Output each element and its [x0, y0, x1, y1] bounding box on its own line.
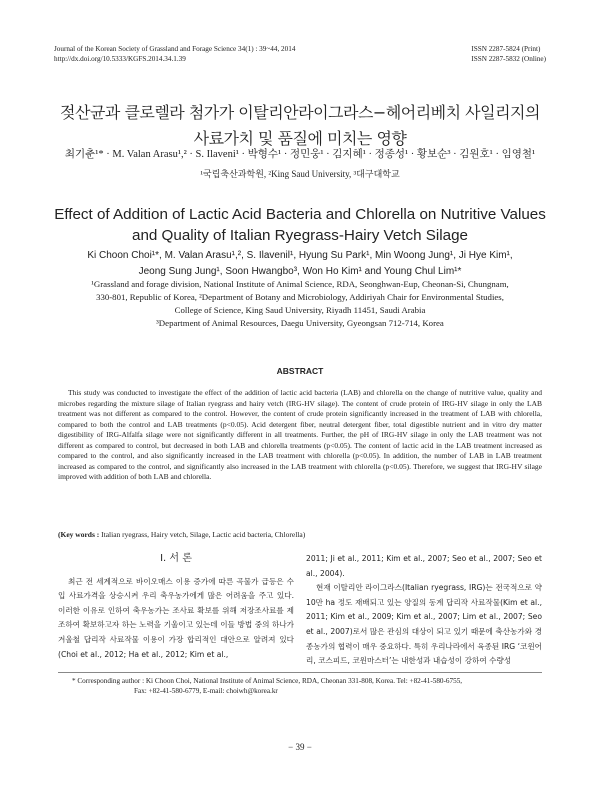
intro-paragraph-2: 현재 이탈리안 라이그라스(Italian ryegrass, IRG)는 전국적으로 약 10만 ha 정도 재배되고 있는 양질의 동계 답리작 사료작물(Kim et al., 2011; Kim et al., 2009; Kim et al., 2007; Lim et al., 2007; Seo et al., 2007)로서 많은 관심의 대상이 되고 있기 때문에 축산농가와 경종농가의 협력이 매우 중요하다. 특히 우리나라에서 육종된 IRG ‘코윈어리, 코스피드, 코윈마스터’는 내한성과 내습성이 강하여 수량성 [306, 583, 542, 666]
english-title-line1: Effect of Addition of Lactic Acid Bacteria and Chlorella on Nutritive Values [54, 206, 546, 223]
footnote-line1: * Corresponding author : Ki Choon Choi, National Institute of Animal Science, RDA, Cheonan 331-808, Korea. Tel: +82-41-580-6755, [72, 677, 463, 685]
journal-name: Journal of the Korean Society of Grassland and Forage Science 34(1) : 39~44, 2014 [54, 45, 296, 53]
footnote-line2: Fax: +82-41-580-6779, E-mail: choiwh@korea.kr [134, 687, 278, 695]
affiliation-line4: ³Department of Animal Resources, Daegu University, Gyeongsan 712-714, Korea [156, 318, 444, 328]
section-heading-introduction: Ⅰ. 서 론 [160, 553, 192, 564]
keywords [58, 530, 542, 539]
issn-print: ISSN 2287-5824 (Print) [471, 45, 541, 53]
affiliation-line2: 330-801, Republic of Korea, ²Department of Botany and Microbiology, Addiriyah Chair for Environmental Studies, [96, 292, 504, 302]
korean-authors: 최기춘¹* · M. Valan Arasu¹,² · S. Ilaveni¹ · 박형수¹ · 정민웅¹ · 김지혜¹ · 정종성¹ · 황보순³ · 김원호¹ · 임영철¹ [64, 149, 536, 160]
right-column [306, 552, 542, 669]
korean-title-line1: 젖산균과 클로렐라 첨가가 이탈리안라이그라스−헤어리베치 사일리지의 [60, 103, 540, 122]
affiliation-line1: ¹Grassland and forage division, National Institute of Animal Science, RDA, Seonghwan-Eup, Cheonan-Si, Chungnam, [91, 279, 509, 289]
abstract-text: This study was conducted to investigate the effect of the addition of lactic acid bacteria (LAB) and chlorella on the change of nutritive value, quality and microbes regarding the mixture silage of Italian ryegrass and hairy vetch (IRG-HV silage). The content of crude protein of IRG-HV silage in only the LAB treatment was not different as compared to the control. However, the content of crude protein significantly increased in the treatment of LAB with chlorella, compared to both the control and LAB treatments (p<0.05). Acid detergent fiber, neutral detergent fiber, total digestible nutrient and in vitro dry matter digestibility of IRG-Alfalfa silage were not significantly different in all treatments. Further, the pH of IRG-HV silage in only the LAB treatment was not different as compared to control, but decreased in both LAB and chlorella treatments (p<0.05). The content of lactic acid in the LAB treatment increased as compared to the control, and also significantly increased in the LAB treatment with chlorella (p<0.05). In addition, the number of LAB in LAB treatment increased as compared to the control, and significantly also increased in the LAB treatment with chlorella (p<0.05). Therefore, we suggest that IRG-HV silage improved with addition of both LAB and chlorella. [58, 388, 542, 481]
english-authors [40, 248, 560, 280]
english-title-line2: and Quality of Italian Ryegrass-Hairy Vetch Silage [132, 227, 468, 244]
intro-paragraph-1-cont: 2011; Ji et al., 2011; Kim et al., 2007; Seo et al., 2007; Seo et al., 2004). [306, 554, 542, 578]
english-affiliations [50, 278, 550, 330]
korean-title-line2: 사료가치 및 품질에 미치는 영향 [193, 129, 407, 148]
intro-paragraph-1: 최근 전 세계적으로 바이오매스 이용 증가에 따른 곡물가 급등은 수입 사료가격을 상승시켜 우리 축우농가에게 많은 어려움을 주고 있다. 이러한 이유로 인하여 축우농가는 조사료 확보를 위해 저장조사료를 제조하여 확보하고자 하는 노력을 기울이고 있는데 이들 방법 중의 하나가 겨울철 답리작 사료작물 이용이 가장 합리적인 대안으로 알려져 있다(Choi et al., 2012; Ha et al., 2012; Kim et al., [58, 576, 294, 659]
keywords-text: Italian ryegrass, Hairy vetch, Silage, Lactic acid bacteria, Chlorella) [99, 530, 306, 539]
english-authors-line2: Jeong Sung Jung¹, Soon Hwangbo³, Won Ho Kim¹ and Young Chul Lim¹* [138, 266, 462, 277]
abstract-heading: ABSTRACT [276, 366, 324, 376]
page-number: − 39 − [288, 742, 312, 752]
affiliation-line3: College of Science, King Saud University, Riyadh 11451, Saudi Arabia [174, 305, 426, 315]
korean-title [0, 100, 600, 152]
footnote [72, 676, 542, 696]
issn-online: ISSN 2287-5832 (Online) [471, 55, 546, 63]
footnote-divider [58, 672, 542, 673]
doi-link[interactable]: http://dx.doi.org/10.5333/KGFS.2014.34.1.39 [54, 55, 186, 63]
korean-affiliations: ¹국립축산과학원, ²King Saud University, ³대구대학교 [200, 169, 400, 179]
english-title [0, 204, 600, 246]
left-column [58, 552, 294, 662]
english-authors-line1: Ki Choon Choi¹*, M. Valan Arasu¹,², S. Ilavenil¹, Hyung Su Park¹, Min Woong Jung¹, Ji Hye Kim¹, [87, 250, 513, 261]
keywords-label: (Key words : [58, 530, 100, 539]
